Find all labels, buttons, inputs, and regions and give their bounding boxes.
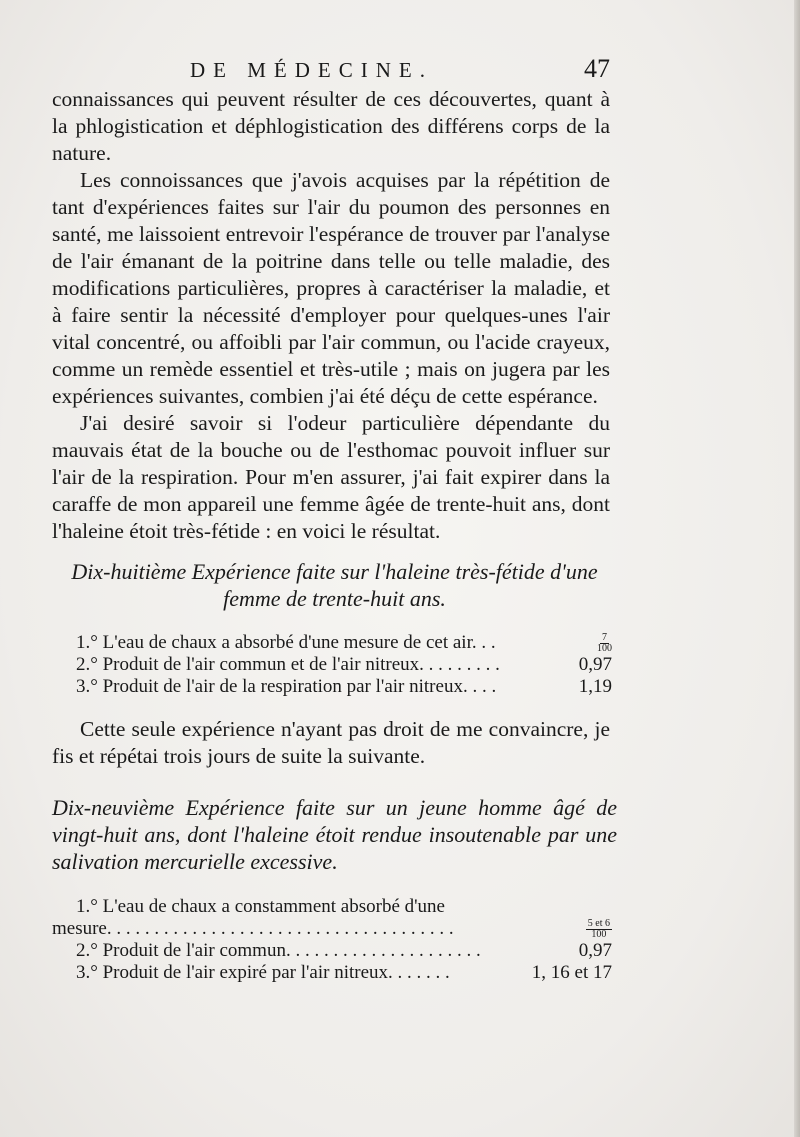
fraction — [597, 633, 612, 654]
result-value — [586, 918, 612, 940]
paragraph: Les connoissances que j'avois acquises par la répétition de tant d'expériences faites sur l'air du poumon des personnes en santé, me laissoient entrevoir l'espérance de trouver par l'analyse de l'air émanant de la poitrine dans telle ou telle maladie, des modifications particulières, propres à caractériser la maladie, et à faire sentir la nécessité d'employer pour quelques-unes l'air vital concentré, ou affoibli par l'air commun, ou l'acide crayeux, comme un remède essentiel et très-utile ; mais on jugera par les expériences suivantes, combien j'ai été déçu de cette espérance. — [52, 168, 610, 408]
result-label: 2.° Produit de l'air commun et de l'air nitreux. . . . . . . . . — [76, 654, 500, 675]
page-edge — [794, 0, 800, 1137]
page-header — [190, 54, 610, 88]
fraction-numerator: 7 — [602, 632, 607, 644]
result-label: 1.° L'eau de chaux a constamment absorbé d'une — [76, 896, 445, 917]
paragraph: Cette seule expérience n'ayant pas droit de me convaincre, je fis et répétai trois jours de suite la suivante. — [52, 717, 610, 768]
result-row — [76, 654, 612, 676]
fraction-denominator: 100 — [597, 643, 612, 655]
result-row — [52, 918, 612, 940]
fraction — [586, 919, 612, 940]
result-label: 3.° Produit de l'air de la respiration par l'air nitreux. . . . — [76, 676, 497, 697]
fraction-denominator: 100 — [591, 929, 607, 941]
result-label: 2.° Produit de l'air commun. . . . . . . . . . . . . . . . . . . . . — [76, 940, 481, 961]
result-value: 0,97 — [578, 654, 612, 675]
paragraph: J'ai desiré savoir si l'odeur particulière dépendante du mauvais état de la bouche ou de l'esthomac pouvoit influer sur l'air de la respiration. Pour m'en assurer, j'ai fait expirer dans la caraffe de mon appareil une femme âgée de trente-huit ans, dont l'haleine étoit très-fétide : en voici le résultat. — [52, 411, 610, 543]
result-row — [76, 940, 612, 962]
body-text — [52, 86, 610, 545]
result-row — [76, 632, 612, 654]
paragraph-continuation: connaissances qui peuvent résulter de ces découvertes, quant à la phlogistication et déphlogistication des différens corps de la nature. — [52, 87, 610, 165]
result-value — [597, 632, 612, 654]
result-label: mesure. . . . . . . . . . . . . . . . . . . . . . . . . . . . . . . . . . . . . — [52, 918, 454, 939]
result-value: 1, 16 et 17 — [531, 962, 612, 983]
results-table — [52, 896, 612, 984]
running-head: DE MÉDECINE. — [190, 58, 433, 82]
result-value: 0,97 — [578, 940, 612, 961]
experiment-heading: Dix-neuvième Expérience faite sur un jeune homme âgé de vingt-huit ans, dont l'haleine étoit rendue insoutenable par une salivation mercurielle excessive. — [52, 795, 617, 874]
result-row — [76, 962, 612, 984]
result-label: 3.° Produit de l'air expiré par l'air nitreux. . . . . . . — [76, 962, 450, 983]
result-label: 1.° L'eau de chaux a absorbé d'une mesure de cet air. . . — [76, 632, 496, 653]
result-row — [76, 896, 612, 918]
page-number: 47 — [584, 54, 610, 83]
experiment-heading: Dix-huitième Expérience faite sur l'haleine très-fétide d'une femme de trente-huit ans. — [71, 559, 598, 611]
result-row — [76, 676, 612, 698]
fraction-numerator: 5 et 6 — [587, 918, 610, 930]
results-table — [76, 632, 612, 698]
result-value: 1,19 — [578, 676, 612, 697]
transition-text — [52, 716, 610, 770]
